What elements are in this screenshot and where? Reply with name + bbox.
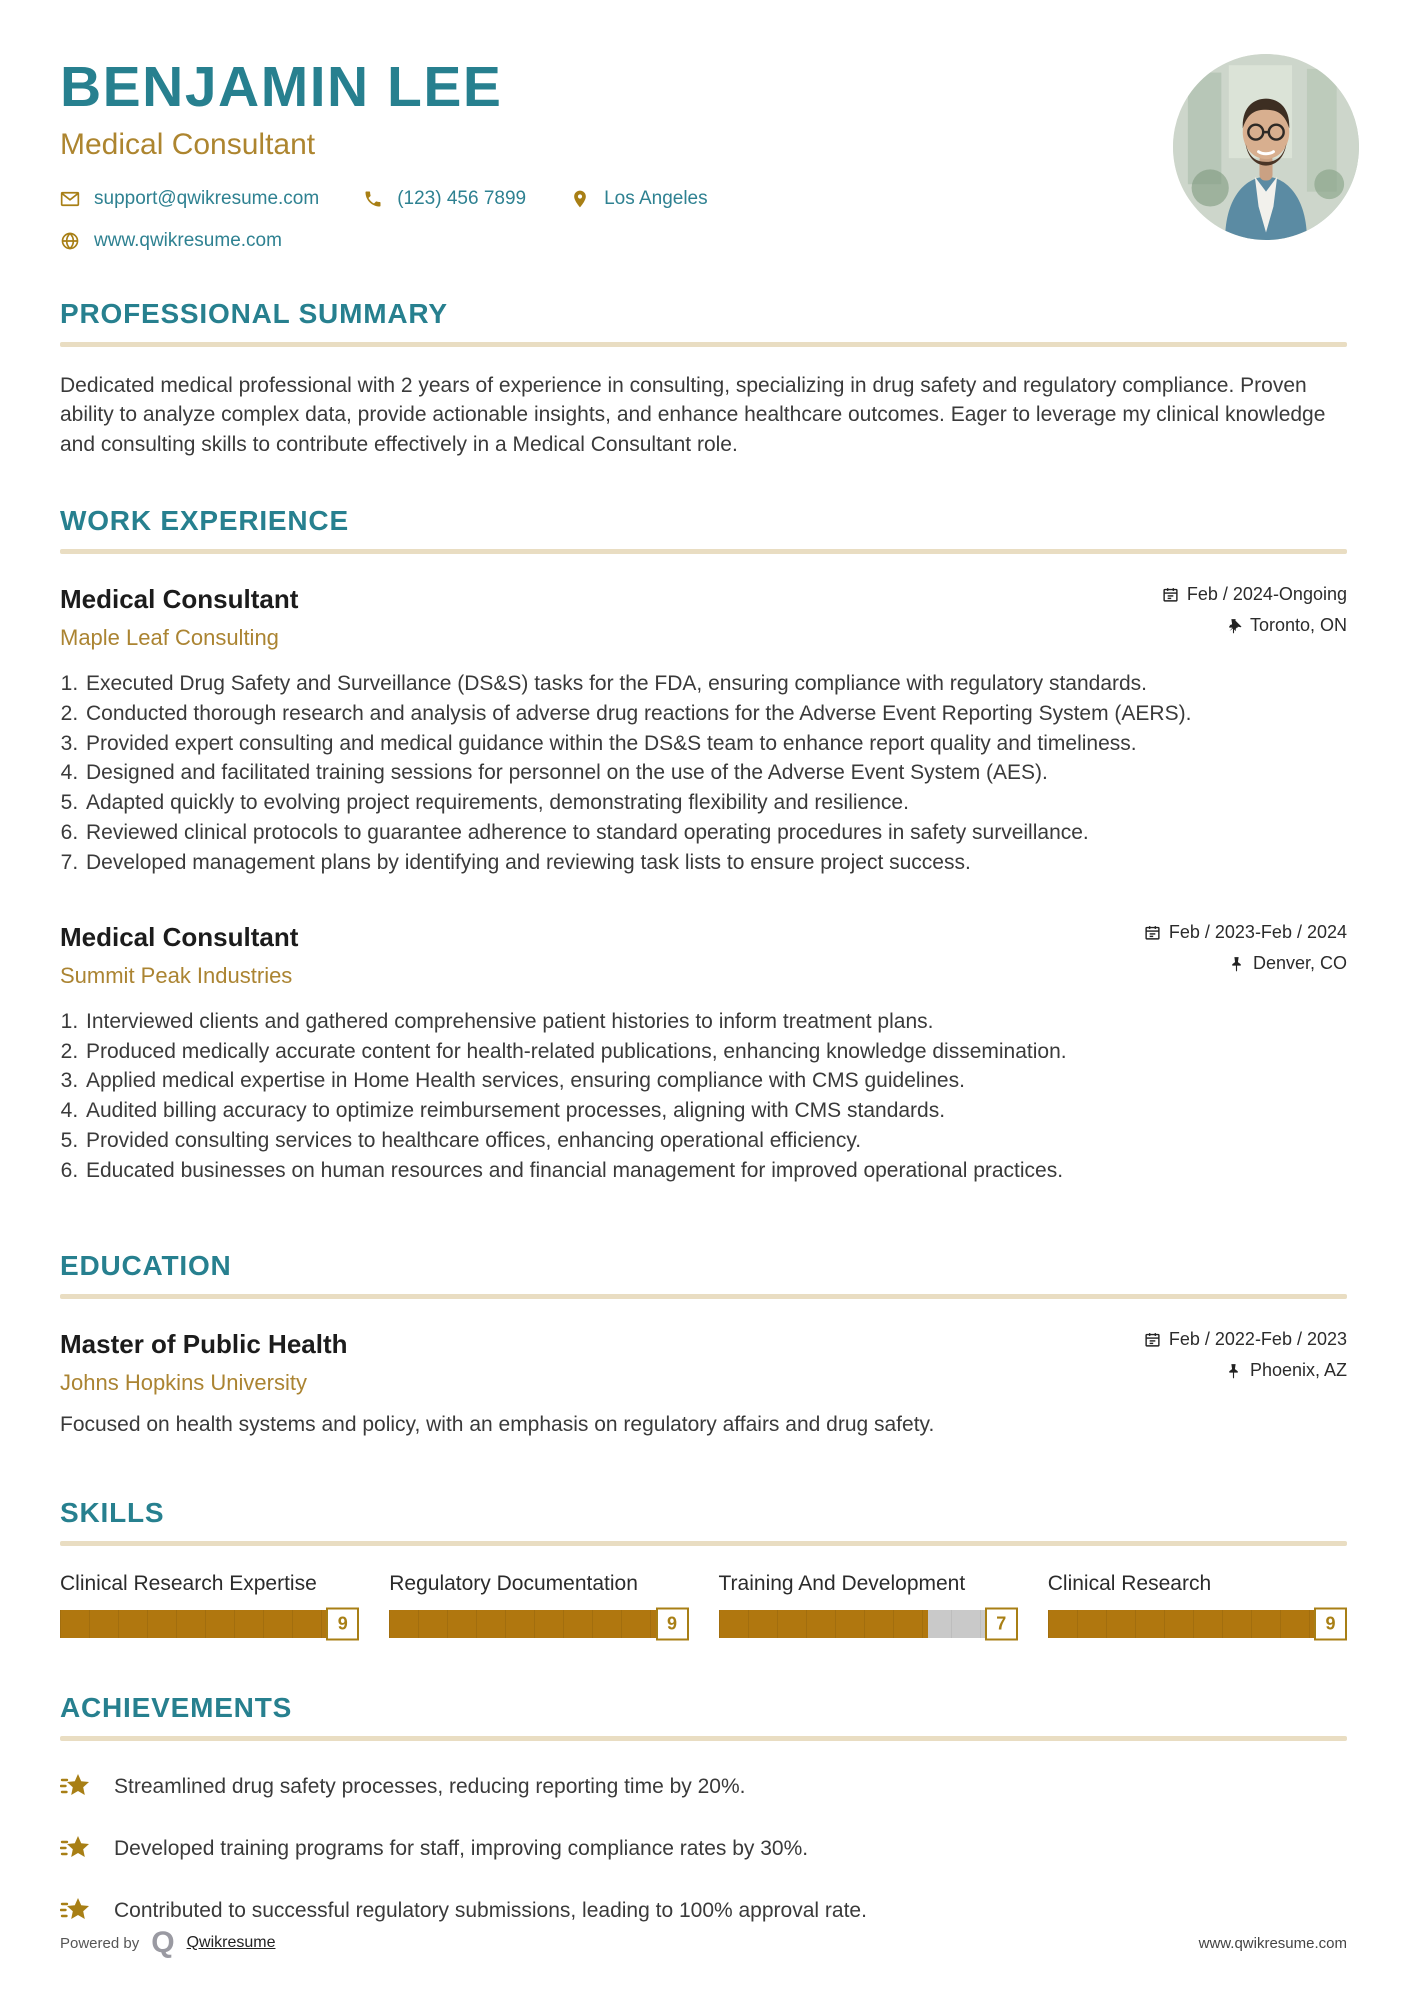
achievement-star-icon	[60, 1895, 92, 1927]
skill-item-2	[389, 1572, 688, 1638]
job2-bullet: 5. Provided consulting services to healthcare offices, enhancing operational efficiency.	[84, 1126, 1347, 1156]
job2-bullets	[84, 1007, 1347, 1186]
footer	[60, 1928, 1347, 1958]
section-work-experience	[60, 505, 1347, 1186]
location-text: Los Angeles	[604, 187, 708, 209]
calendar-icon	[1144, 1331, 1161, 1348]
pushpin-icon	[1225, 617, 1242, 634]
skill-name: Clinical Research Expertise	[60, 1571, 317, 1595]
job2-company: Summit Peak Industries	[60, 962, 293, 988]
calendar-icon	[1162, 586, 1179, 603]
section-professional-summary	[60, 298, 1347, 459]
qwikresume-logo-icon: Q	[151, 1926, 175, 1959]
achievement-item-3	[60, 1895, 1347, 1927]
education-heading: EDUCATION	[60, 1249, 232, 1281]
education-dates: Feb / 2022-Feb / 2023	[1168, 1328, 1347, 1349]
skill-level-badge: 9	[326, 1607, 359, 1640]
skill-bar-fill	[719, 1610, 928, 1638]
achievement-item-1	[60, 1771, 1347, 1803]
skill-item-4	[1048, 1572, 1347, 1638]
skill-bar-fill	[1048, 1610, 1317, 1638]
job2-bullet: 1. Interviewed clients and gathered comprehensive patient histories to inform treatment plans.	[84, 1007, 1347, 1037]
summary-heading: PROFESSIONAL SUMMARY	[60, 297, 448, 329]
job1-bullet: 3. Provided expert consulting and medical guidance within the DS&S team to enhance report quality and timeliness.	[84, 729, 1347, 759]
experience-underline	[60, 549, 1347, 554]
skills-underline	[60, 1541, 1347, 1546]
summary-underline	[60, 342, 1347, 347]
job-entry-2	[60, 922, 1347, 1186]
job2-bullet: 6. Educated businesses on human resources and financial management for improved operational practices.	[84, 1156, 1347, 1186]
skill-bar	[1048, 1610, 1347, 1638]
achievement-star-icon	[60, 1833, 92, 1865]
contact-phone	[363, 188, 526, 210]
job1-bullet: 6. Reviewed clinical protocols to guarantee adherence to standard operating procedures in safety surveillance.	[84, 818, 1347, 848]
calendar-icon	[1144, 924, 1161, 941]
achievements-underline	[60, 1736, 1347, 1741]
section-achievements	[60, 1692, 1347, 1927]
email-text[interactable]: support@qwikresume.com	[94, 187, 320, 209]
skill-item-3	[719, 1572, 1018, 1638]
section-skills	[60, 1497, 1347, 1638]
location-pin-icon	[570, 189, 590, 209]
skill-item-1	[60, 1572, 359, 1638]
education-location: Phoenix, AZ	[1249, 1359, 1347, 1380]
contact-email	[60, 188, 319, 210]
contact-location	[570, 188, 708, 210]
achievement-text: Developed training programs for staff, improving compliance rates by 30%.	[114, 1836, 809, 1860]
pushpin-icon	[1225, 1362, 1242, 1379]
achievement-star-icon	[60, 1771, 92, 1803]
phone-text: (123) 456 7899	[397, 187, 527, 209]
degree-title: Master of Public Health	[60, 1328, 348, 1359]
pushpin-icon	[1228, 955, 1245, 972]
achievement-text: Streamlined drug safety processes, reducing reporting time by 20%.	[114, 1774, 746, 1798]
skill-name: Training And Development	[718, 1571, 966, 1595]
job2-bullet: 2. Produced medically accurate content for health-related publications, enhancing knowledge dissemination.	[84, 1037, 1347, 1067]
job1-bullet: 7. Developed management plans by identifying and reviewing task lists to ensure project success.	[84, 848, 1347, 878]
skill-bar-fill	[60, 1610, 329, 1638]
section-education	[60, 1250, 1347, 1439]
qwikresume-link[interactable]: Qwikresume	[186, 1934, 276, 1951]
skill-level-badge: 9	[1314, 1607, 1347, 1640]
skill-bar	[719, 1610, 1018, 1638]
powered-by-label: Powered by	[60, 1934, 140, 1952]
education-underline	[60, 1294, 1347, 1299]
job1-bullet: 5. Adapted quickly to evolving project requirements, demonstrating flexibility and resilience.	[84, 788, 1347, 818]
header	[60, 55, 1347, 252]
job1-company: Maple Leaf Consulting	[60, 625, 279, 651]
achievement-item-2	[60, 1833, 1347, 1865]
globe-icon	[60, 231, 80, 251]
job1-title: Medical Consultant	[60, 584, 299, 615]
job2-title: Medical Consultant	[60, 921, 299, 952]
job2-location: Denver, CO	[1252, 952, 1347, 973]
job-entry-1	[60, 584, 1347, 878]
achievements-heading: ACHIEVEMENTS	[60, 1691, 293, 1723]
skill-name: Regulatory Documentation	[389, 1571, 638, 1595]
skill-level-badge: 9	[656, 1607, 689, 1640]
email-icon	[60, 189, 80, 209]
skill-name: Clinical Research	[1047, 1571, 1212, 1595]
job2-dates: Feb / 2023-Feb / 2024	[1168, 921, 1347, 942]
education-entry	[60, 1329, 1347, 1439]
job1-location: Toronto, ON	[1249, 615, 1347, 636]
job2-bullet: 4. Audited billing accuracy to optimize reimbursement processes, aligning with CMS standards.	[84, 1096, 1347, 1126]
profile-photo-illustration	[1173, 54, 1359, 240]
candidate-name: BENJAMIN LEE	[60, 55, 503, 119]
job2-bullet: 3. Applied medical expertise in Home Health services, ensuring compliance with CMS guidelines.	[84, 1066, 1347, 1096]
profile-photo	[1173, 54, 1359, 240]
job1-bullet: 4. Designed and facilitated training sessions for personnel on the use of the Adverse Event System (AES).	[84, 758, 1347, 788]
skills-heading: SKILLS	[60, 1496, 165, 1528]
website-text[interactable]: www.qwikresume.com	[94, 229, 282, 251]
contact-info	[60, 188, 1347, 252]
job1-dates: Feb / 2024-Ongoing	[1186, 584, 1347, 605]
school-name: Johns Hopkins University	[60, 1369, 307, 1395]
contact-website	[60, 230, 282, 252]
candidate-title: Medical Consultant	[60, 127, 316, 161]
job1-bullets	[84, 669, 1347, 878]
skill-level-badge: 7	[985, 1607, 1018, 1640]
education-description: Focused on health systems and policy, with an emphasis on regulatory affairs and drug safety.	[60, 1412, 935, 1436]
summary-text: Dedicated medical professional with 2 years of experience in consulting, specializing in drug safety and regulatory compliance. Proven ability to analyze complex data, provide actionable insights, and enhance healthcare outcomes. Eager to leverage my clinical knowledge and consulting skills to contribute effectively in a Medical Consultant role.	[60, 373, 1326, 456]
job1-bullet: 1. Executed Drug Safety and Surveillance (DS&S) tasks for the FDA, ensuring compliance with regulatory standards.	[84, 669, 1347, 699]
skill-bar-fill	[389, 1610, 658, 1638]
phone-icon	[363, 189, 383, 209]
skill-bar	[389, 1610, 688, 1638]
experience-heading: WORK EXPERIENCE	[60, 505, 349, 537]
skills-grid	[60, 1572, 1347, 1638]
job1-bullet: 2. Conducted thorough research and analysis of adverse drug reactions for the Adverse Event Reporting System (AERS).	[84, 699, 1347, 729]
achievement-text: Contributed to successful regulatory submissions, leading to 100% approval rate.	[114, 1898, 867, 1922]
footer-website[interactable]: www.qwikresume.com	[1198, 1934, 1347, 1952]
skill-bar	[60, 1610, 359, 1638]
